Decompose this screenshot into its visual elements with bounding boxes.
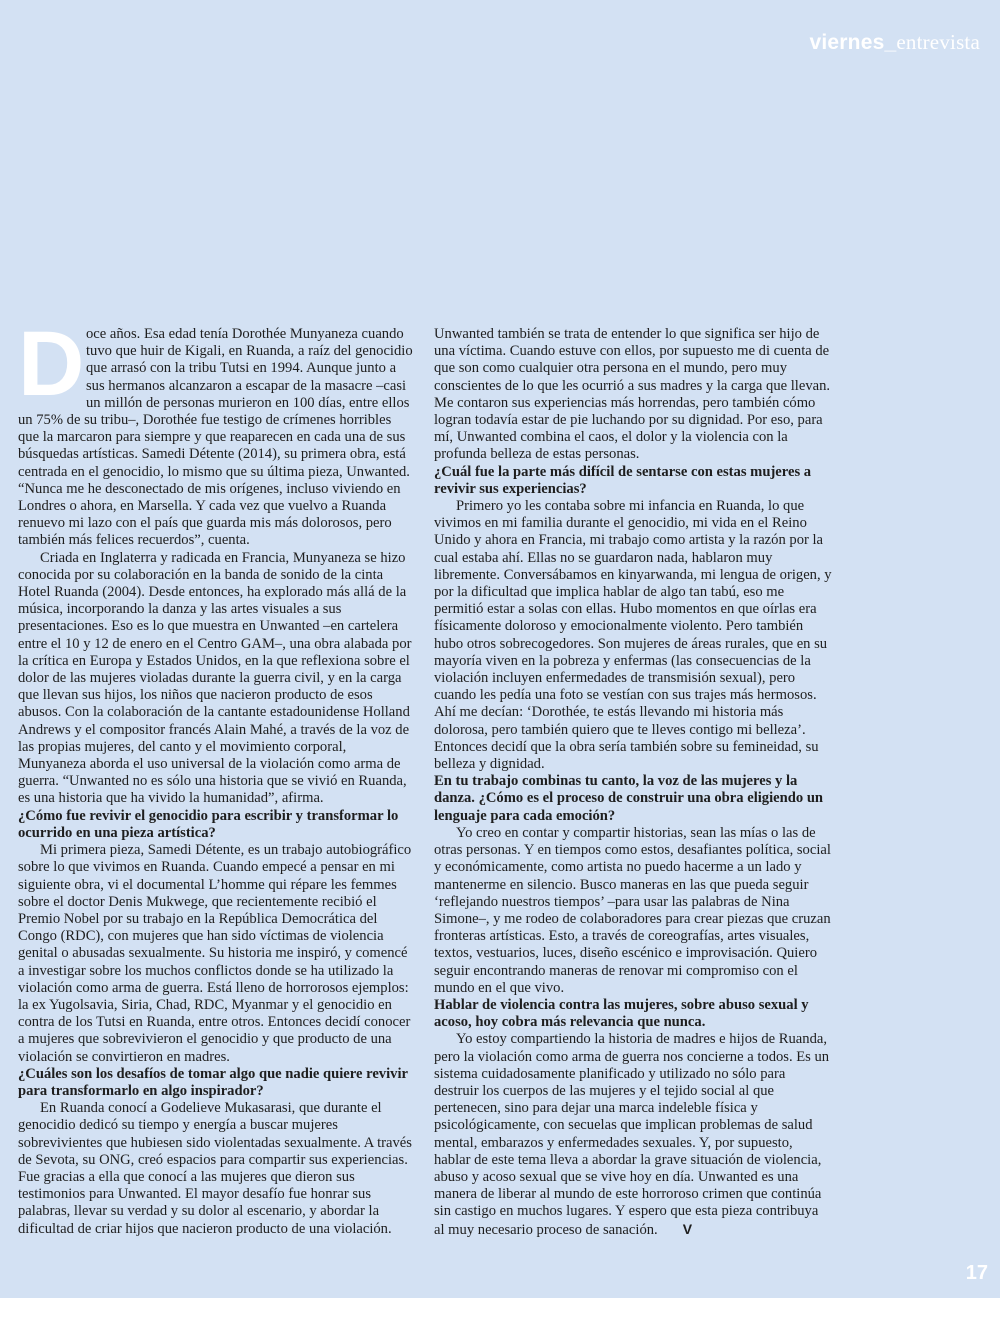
page-number: 17 — [965, 1262, 988, 1284]
right-column — [434, 326, 832, 1239]
subsection-name: entrevista — [896, 30, 980, 54]
interview-answer: Mi primera pieza, Samedi Détente, es un trabajo autobiográfico sobre lo que vivimos en Ruanda. Cuando empecé a pensar en mi siguiente obra, vi el documental L’homme qui répare les femmes sobre el doctor Denis Mukwege, que recientemente recibió el Premio Nobel por su trabajo en la República Democrática del Congo (RDC), con mujeres que han sido víctimas de violencia genital o abusadas sexualmente. Su historia me inspiró, y comencé a investigar sobre los muchos conflictos donde se ha utilizado la violación como arma de guerra. Está lleno de horrorosos ejemplos: la ex Yugolsavia, Siria, Chad, RDC, Myanmar y el genocidio en contra de los Tutsi en Ruanda, entre otros. Entonces decidí conocer a mujeres que sobrevivieron el genocidio y que producto de una violación se convirtieron en madres. — [18, 842, 412, 1065]
body-paragraph: Criada en Inglaterra y radicada en Francia, Munyaneza se hizo conocida por su colaboración en la banda de sonido de la cinta Hotel Ruanda (2004). Desde entonces, ha explorado más allá de la música, incorporando la danza y las artes visuales a sus presentaciones. Eso es lo que muestra en Unwanted –en cartelera entre el 10 y 12 de enero en el Centro GAM–, una obra alabada por la crítica en Europa y Estados Unidos, en la que reflexiona sobre el dolor de las mujeres violadas durante la guerra civil, y en la carga que llevan sus hijos, los niños que nacieron producto de esos abusos. Con la colaboración de la cantante estadounidense Holland Andrews y el compositor francés Alain Mahé, a través de la voz de las propias mujeres, del canto y el movimiento corporal, Munyaneza aborda el uso universal de la violación como arma de guerra. “Unwanted no es sólo una historia que se vivió en Ruanda, es una historia que ha vivido la humanidad”, afirma. — [18, 549, 412, 807]
interview-answer: En Ruanda conocí a Godelieve Mukasarasi, que durante el genocidio dedicó su tiempo y energía a buscar mujeres sobrevivientes que hubiesen sido violentadas sexualmente. A través de Sevota, su ONG, creó espacios para compartir sus experiencias. Fue gracias a ella que conocí a las mujeres que dieron sus testimonios para Unwanted. El mayor desafío fue honrar sus palabras, llevar su verdad y su dolor al escenario, y abordar la dificultad de criar hijos que nacieron producto de una violación. — [18, 1100, 412, 1237]
interview-answer-continued: Unwanted también se trata de entender lo que significa ser hijo de una víctima. Cuando estuve con ellos, por supuesto me di cuenta de que son como cualquier otra persona en el mundo, pero muy conscientes de lo que les ocurrió a sus madres y la carga que llevan. Me contaron sus experiencias más horrendas, pero también cómo logran todavía estar de pie luchando por su dignidad. Por eso, para mí, Unwanted combina el caos, el dolor y la violencia con la profunda belleza de estas personas. — [434, 326, 831, 463]
end-mark-icon: V — [682, 1220, 693, 1237]
interview-question: En tu trabajo combinas tu canto, la voz de las mujeres y la danza. ¿Cómo es el proceso de construir una obra eligiendo un lenguaje para cada emoción? — [434, 773, 824, 824]
left-column — [18, 313, 414, 1238]
section-header — [810, 30, 980, 55]
interview-question: ¿Cuál fue la parte más difícil de sentarse con estas mujeres a revivir sus experiencias? — [434, 463, 812, 497]
interview-answer: Primero yo les contaba sobre mi infancia en Ruanda, lo que vivimos en mi familia durante el genocidio, mi vida en el Reino Unido y ahora en Francia, mi trabajo como artista y la razón por la cual estaba ahí. Ellas no se guardaron nada, hablaron muy libremente. Conversábamos en kinyarwanda, mi lengua de origen, y por la dificultad que implica hablar de algo tan tabú, eso me permitió estar a solas con ellas. Hubo momentos en que oírlas era físicamente doloroso y emocionalmente violento. Pero también hubo otros sobrecogedores. Son mujeres de áreas rurales, que en su mayoría viven en la pobreza y enfermas (las consecuencias de la violación incluyen enfermedades de transmisión sexual), pero cuando les pedía una foto se vestían con sus trajes más hermosos. Ahí me decían: ‘Dorothée, te estás llevando mi historia más dolorosa, pero también quiero que te lleves contigo mi belleza’. Entonces decidí que la obra sería también sobre su femineidad, su belleza y dignidad. — [434, 498, 832, 773]
interview-question: ¿Cómo fue revivir el genocidio para escribir y transformar lo ocurrido en una pieza artística? — [18, 807, 399, 841]
interview-question: ¿Cuáles son los desafíos de tomar algo que nadie quiere revivir para transformarlo en algo inspirador? — [18, 1065, 408, 1099]
drop-cap: D — [18, 313, 85, 415]
closing-answer-text: Yo estoy compartiendo la historia de madres e hijos de Ruanda, pero la violación como arma de guerra nos concierne a todos. Es un sistema cuidadosamente planificado y utilizado no sólo para destruir los cuerpos de las mujeres y el tejido social al que pertenecen, sino para dejar una marca indeleble física y psicológicamente, con secuelas que implican problemas de salud mental, embarazos y enfermedades sexuales. Y, por supuesto, hablar de este tema lleva a abordar la grave situación de violencia, abuso y acoso sexual que se vive hoy en día. Unwanted es una manera de liberar al mundo de este horroroso crimen que continúa sin castigo en muchos lugares. Y espero que esta pieza contribuya al muy necesario proceso de sanación. — [434, 1031, 830, 1238]
section-separator: _ — [884, 31, 897, 54]
section-name: viernes — [809, 31, 885, 54]
interview-answer: Yo creo en contar y compartir historias, sean las mías o las de otras personas. Y en tiempos como estos, desafiantes política, social y económicamente, como artista no puedo hacerme a un lado y mantenerme en silencio. Busco maneras en las que pueda seguir ‘reflejando nuestros tiempos’ –para usar las palabras de Nina Simone–, y me rodeo de colaboradores para crear piezas que cruzan fronteras artísticas. Esto, a través de coreografías, artes visuales, textos, vestuarios, luces, diseño escénico e improvisación. Quiero seguir encontrando maneras de renovar mi compromiso con el mundo en el que vivo. — [434, 824, 831, 996]
closing-answer — [434, 1031, 832, 1238]
intro-paragraph: oce años. Esa edad tenía Dorothée Munyaneza cuando tuvo que huir de Kigali, en Ruanda, a raíz del genocidio que arrasó con la tribu Tutsi en 1994. Aunque junto a sus hermanos alcanzaron a escapar de la masacre –casi un millón de personas murieron en 100 días, entre ellos un 75% de su tribu–, Dorothée fue testigo de crímenes horribles que la marcaron para siempre y que reaparecen en cada una de sus búsquedas artísticas. Samedi Détente (2014), su primera obra, está centrada en el genocidio, lo mismo que su última pieza, Unwanted. “Nunca me he desconectado de mis orígenes, incluso viviendo en Londres o ahora, en Marsella. Y cada vez que vuelvo a Ruanda renuevo mi lazo con el país que guarda mis más dolorosos, pero también más felices recuerdos”, cuenta. — [18, 326, 413, 549]
interview-question: Hablar de violencia contra las mujeres, sobre abuso sexual y acoso, hoy cobra más relevancia que nunca. — [434, 996, 809, 1031]
